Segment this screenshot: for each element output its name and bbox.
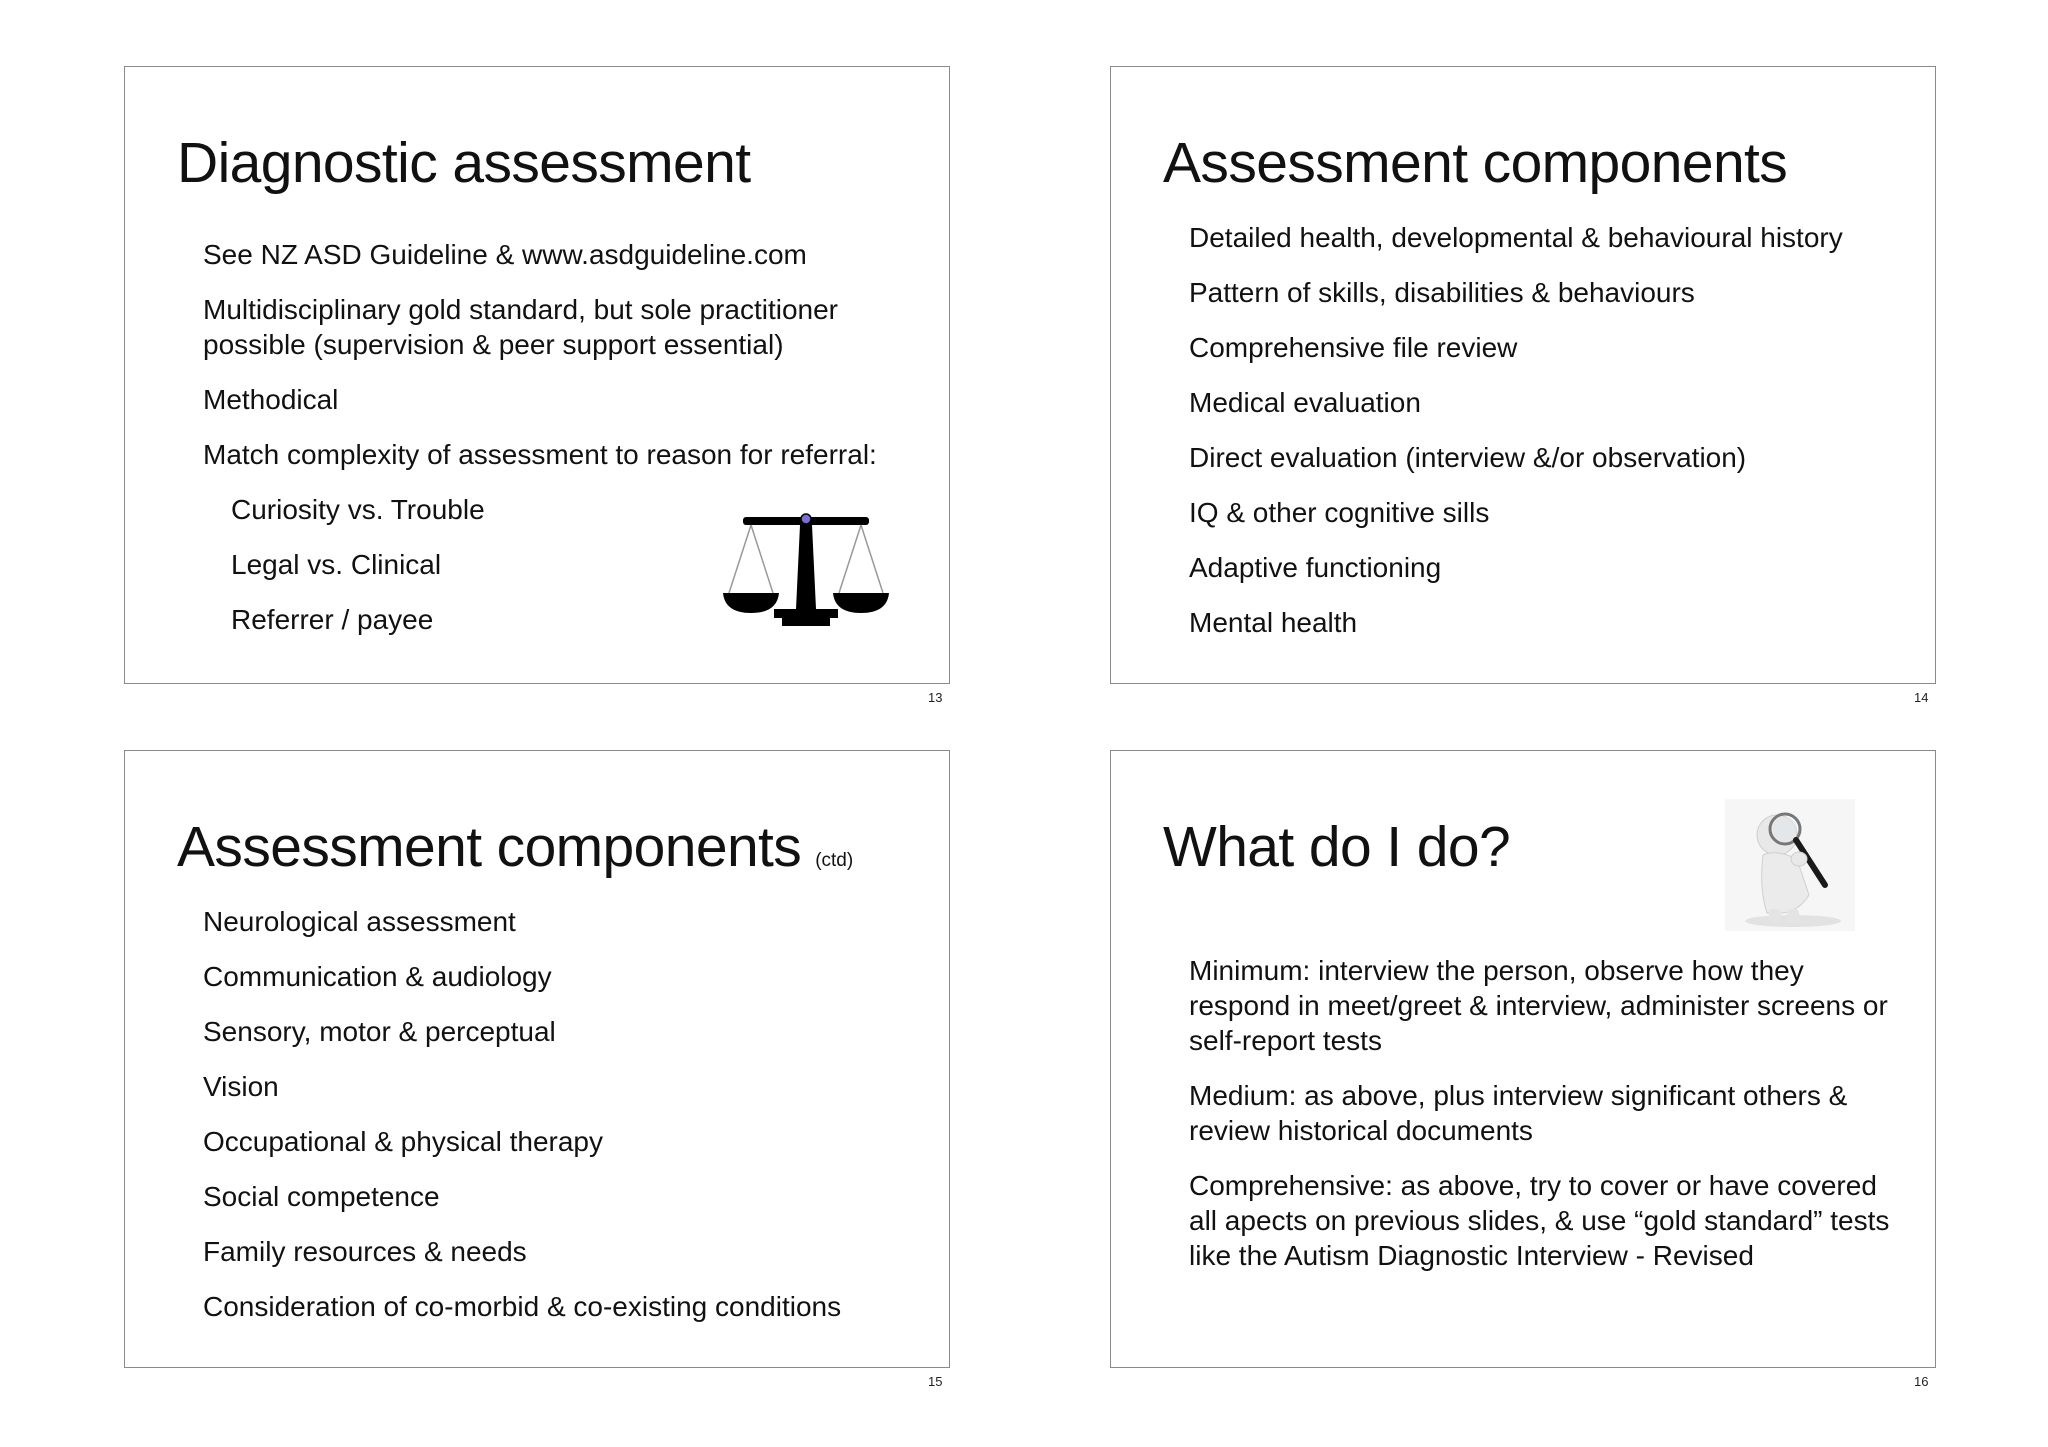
list-item: Pattern of skills, disabilities & behaviours	[1189, 277, 1695, 308]
sub-list-item: Referrer / payee	[231, 604, 434, 635]
slide-14	[1110, 66, 1936, 684]
list-item: Mental health	[1189, 607, 1358, 638]
list-item: Direct evaluation (interview &/or observation)	[1189, 442, 1747, 473]
page-number: 15	[928, 1374, 943, 1389]
bullet-list	[1189, 220, 1895, 660]
sub-list-item: Legal vs. Clinical	[231, 549, 442, 580]
list-item: See NZ ASD Guideline & www.asdguideline.com	[203, 239, 807, 270]
list-item: Occupational & physical therapy	[203, 1126, 603, 1157]
page-number: 14	[1914, 690, 1929, 705]
slide-title: Assessment components	[1163, 131, 1788, 195]
list-item: Match complexity of assessment to reason for referral:	[203, 439, 877, 470]
slide-15	[124, 750, 950, 1368]
magnifying-glass-person-icon	[1725, 799, 1855, 931]
list-item: Adaptive functioning	[1189, 552, 1442, 583]
slide-title-text: Assessment components	[177, 815, 802, 879]
slide-title	[177, 815, 854, 879]
list-item: Vision	[203, 1071, 279, 1102]
list-item: Medical evaluation	[1189, 387, 1421, 418]
slide-subtitle: (ctd)	[815, 850, 854, 871]
slide-13	[124, 66, 950, 684]
list-item: Consideration of co-morbid & co-existing conditions	[203, 1291, 842, 1322]
list-item: Social competence	[203, 1181, 440, 1212]
list-item: Sensory, motor & perceptual	[203, 1016, 556, 1047]
bullet-list	[203, 904, 909, 1344]
sub-list-item: Curiosity vs. Trouble	[231, 494, 485, 525]
list-item: Comprehensive: as above, try to cover or have covered all apects on previous slides, & use “gold standard” tests like the Autism Diagnostic Interview - Revised	[1189, 1170, 1890, 1271]
slide-16	[1110, 750, 1936, 1368]
balance-scales-icon	[721, 507, 891, 637]
page-number: 13	[928, 690, 943, 705]
list-item: Medium: as above, plus interview significant others & review historical documents	[1189, 1080, 1848, 1146]
page-number: 16	[1914, 1374, 1929, 1389]
list-item: Comprehensive file review	[1189, 332, 1518, 363]
list-item: IQ & other cognitive sills	[1189, 497, 1490, 528]
list-item: Communication & audiology	[203, 961, 552, 992]
slide-title: What do I do?	[1163, 815, 1511, 879]
list-item: Family resources & needs	[203, 1236, 527, 1267]
bullet-list	[1189, 953, 1895, 1293]
list-item: Neurological assessment	[203, 906, 516, 937]
list-item: Methodical	[203, 384, 339, 415]
list-item: Detailed health, developmental & behavioural history	[1189, 222, 1843, 253]
list-item: Multidisciplinary gold standard, but sole practitioner possible (supervision & peer support essential)	[203, 294, 838, 360]
slide-title: Diagnostic assessment	[177, 131, 751, 195]
list-item: Minimum: interview the person, observe how they respond in meet/greet & interview, administer screens or self-report tests	[1189, 955, 1888, 1056]
